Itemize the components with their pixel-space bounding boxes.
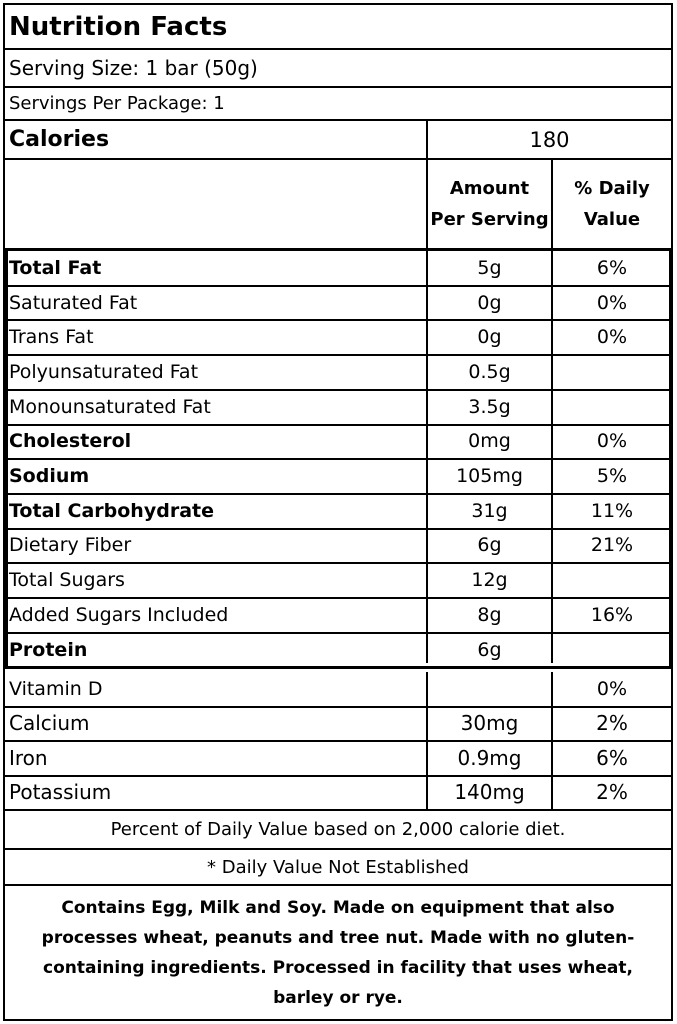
nutrient-name: Protein (9, 638, 88, 661)
nutrient-row (5, 633, 671, 667)
vitamin-amount: 140mg (454, 780, 525, 805)
nutrient-daily-value: 21% (590, 534, 634, 557)
nutrient-row (5, 459, 671, 493)
vitamin-row (5, 707, 671, 741)
row-divider (5, 389, 671, 391)
nutrient-daily-value (553, 563, 671, 597)
vitamin-name: Calcium (9, 711, 90, 736)
nutrient-daily-value: 0% (596, 291, 628, 314)
column-divider (551, 672, 553, 809)
label-title: Nutrition Facts (9, 11, 228, 42)
row-divider (5, 562, 671, 564)
nutrient-amount: 105mg (456, 465, 523, 488)
nutrient-amount: 31g (471, 499, 508, 522)
nutrient-amount: 5g (477, 256, 502, 279)
nutrient-amount: 0g (477, 291, 502, 314)
nutrient-row (5, 494, 671, 528)
nutrient-daily-value (553, 355, 671, 389)
footnote-not-established-row (5, 850, 671, 884)
nutrient-amount: 0g (477, 326, 502, 349)
nutrient-amount: 12g (471, 569, 508, 592)
nutrient-row (5, 320, 671, 354)
vitamin-amount: 30mg (460, 711, 519, 736)
nutrient-row (5, 598, 671, 632)
nutrient-name: Total Sugars (9, 569, 125, 592)
nutrient-name: Total Carbohydrate (9, 499, 214, 522)
nutrient-row (5, 355, 671, 389)
vitamin-daily-value: 0% (596, 677, 628, 700)
vitamin-daily-value: 2% (596, 711, 628, 736)
vitamin-name: Potassium (9, 780, 112, 805)
vitamin-name: Vitamin D (9, 677, 103, 700)
nutrient-name: Sodium (9, 465, 90, 488)
nutrient-amount: 8g (477, 603, 502, 626)
footnote-daily-value-row (5, 811, 671, 848)
nutrient-daily-value: 0% (596, 430, 628, 453)
serving-size: Serving Size: 1 bar (50g) (9, 56, 258, 80)
nutrient-daily-value (553, 390, 671, 424)
nutrient-row (5, 251, 671, 285)
footnote-daily-value: Percent of Daily Value based on 2,000 calorie diet. (110, 819, 566, 840)
allergen-row (5, 886, 671, 1019)
column-divider (551, 251, 553, 663)
nutrient-name: Trans Fat (9, 326, 94, 349)
row-divider (5, 740, 671, 742)
nutrient-name: Cholesterol (9, 430, 132, 453)
nutrition-label (3, 3, 673, 1021)
row-divider (5, 285, 671, 287)
nutrient-amount: 6g (477, 638, 502, 661)
footnote-not-established: * Daily Value Not Established (207, 856, 469, 878)
nutrient-daily-value: 0% (596, 326, 628, 349)
nutrient-row (5, 563, 671, 597)
column-header-row (5, 160, 671, 248)
vitamin-row (5, 741, 671, 775)
vitamin-daily-value: 6% (596, 745, 628, 770)
servings-per-package-row (5, 88, 671, 119)
column-divider (426, 672, 428, 809)
vitamin-amount: 0.9mg (457, 745, 522, 770)
row-divider (5, 775, 671, 777)
servings-per-package: Servings Per Package: 1 (9, 93, 225, 114)
nutrient-row (5, 529, 671, 563)
vitamin-name: Iron (9, 745, 48, 770)
nutrient-daily-value: 6% (596, 256, 628, 279)
column-divider (426, 251, 428, 663)
nutrient-name: Total Fat (9, 256, 102, 279)
vitamin-amount (428, 672, 551, 706)
nutrient-daily-value: 11% (590, 499, 634, 522)
row-divider (5, 493, 671, 495)
vitamin-row (5, 672, 671, 706)
row-divider (5, 319, 671, 321)
amount-per-serving-header: Amount Per Serving (430, 178, 549, 230)
row-divider (5, 528, 671, 530)
allergen-statement: Contains Egg, Milk and Soy. Made on equipment that also processes wheat, peanuts and tree nut. Made with no gluten-containing ingredients. Processed in facility that uses wheat, barley or rye. (41, 897, 635, 1008)
nutrient-daily-value (553, 633, 671, 667)
vitamin-row (5, 776, 671, 810)
daily-value-header: % Daily Value (574, 178, 650, 230)
calories-value: 180 (529, 127, 570, 152)
nutrient-amount: 6g (477, 534, 502, 557)
row-divider (5, 632, 671, 634)
nutrient-amount: 3.5g (468, 395, 511, 418)
nutrient-name: Added Sugars Included (9, 603, 229, 626)
nutrient-amount: 0mg (468, 430, 511, 453)
nutrient-name: Saturated Fat (9, 291, 138, 314)
title-row (5, 5, 671, 48)
row-divider (5, 354, 671, 356)
row-divider (5, 706, 671, 708)
calories-label: Calories (9, 127, 110, 152)
nutrient-name: Dietary Fiber (9, 534, 132, 557)
nutrient-daily-value: 16% (590, 603, 634, 626)
nutrient-amount: 0.5g (468, 360, 511, 383)
nutrient-row (5, 390, 671, 424)
nutrient-daily-value: 5% (596, 465, 628, 488)
serving-size-row (5, 50, 671, 86)
nutrient-name: Polyunsaturated Fat (9, 360, 199, 383)
nutrient-row (5, 425, 671, 459)
nutrient-name: Monounsaturated Fat (9, 395, 211, 418)
row-divider (5, 597, 671, 599)
row-divider (5, 424, 671, 426)
row-divider (5, 458, 671, 460)
vitamin-daily-value: 2% (596, 780, 628, 805)
nutrient-row (5, 286, 671, 320)
calories-row (5, 121, 671, 158)
